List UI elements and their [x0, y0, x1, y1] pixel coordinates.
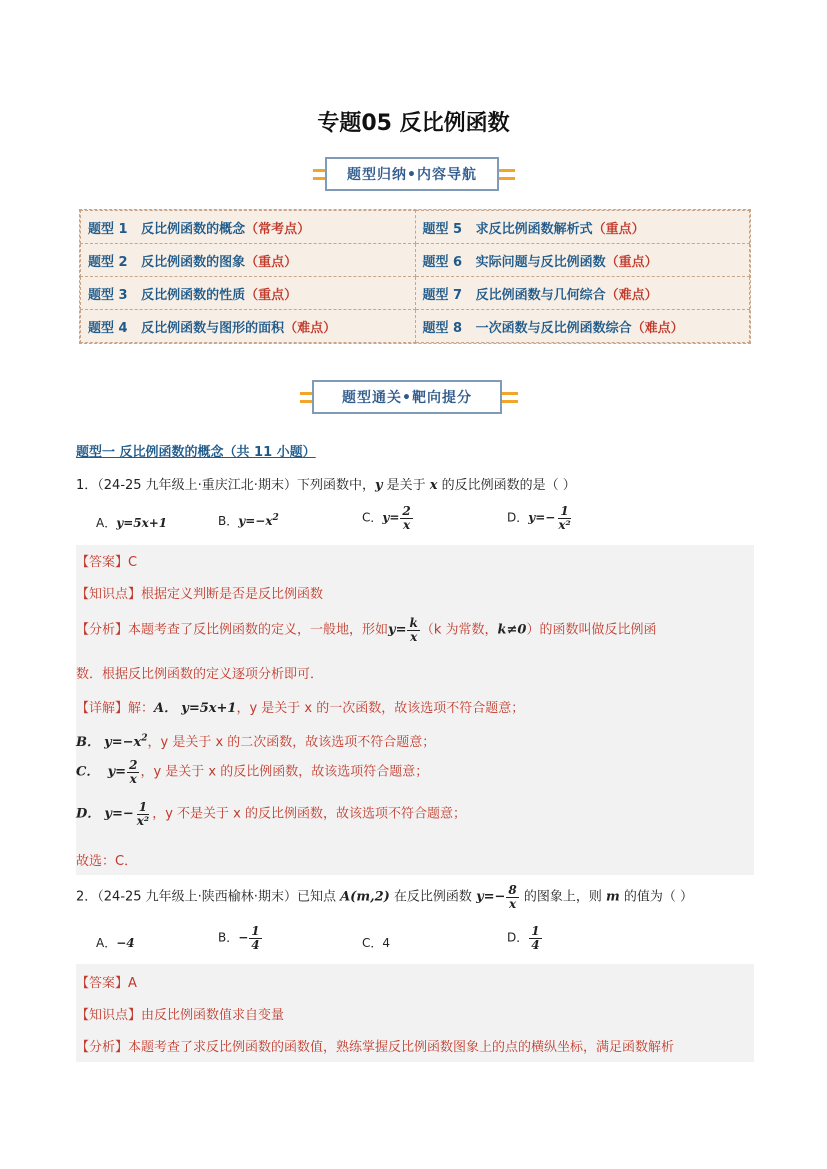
q2-answer: 【答案】A — [76, 976, 137, 991]
nav-banner-text: 题型归纳•内容导航 — [325, 157, 499, 191]
page-title: 专题05 反比例函数 — [317, 111, 510, 136]
q1-option-c[interactable]: C．y= $\frac{2}{x}$ — [362, 504, 411, 532]
section-heading: 题型一 反比例函数的概念（共 11 小题） — [76, 445, 316, 460]
q1-option-d[interactable]: D．y=− $\frac{1}{\text{x²}}$ — [507, 504, 571, 532]
nav-item-2[interactable]: 题型 2 反比例函数的图象（重点） — [81, 244, 416, 277]
q2-knowledge-point: 【知识点】由反比例函数值求自变量 — [76, 1008, 285, 1023]
practice-banner-text: 题型通关•靶向提分 — [312, 380, 502, 414]
q1-option-a[interactable]: A．y=5x+1 — [96, 516, 168, 530]
nav-banner — [313, 157, 513, 193]
nav-item-5[interactable]: 题型 5 求反比例函数解析式（重点） — [415, 211, 750, 244]
nav-item-4[interactable]: 题型 4 反比例函数与图形的面积（难点） — [81, 310, 416, 343]
q2-option-b[interactable]: B．− $\frac{1}{4}$ — [218, 924, 260, 952]
type-nav-table — [79, 209, 751, 344]
q1-detail-d: D． y=− $\frac{1}{\text{x²}}$ ，y 不是关于 x 的反比例函数，故该选项不符合题意； — [76, 800, 466, 828]
nav-item-8[interactable]: 题型 8 一次函数与反比例函数综合（难点） — [415, 310, 750, 343]
q1-detail-a: 【详解】解：A． y=5x+1，y 是关于 x 的一次函数，故该选项不符合题意； — [76, 701, 525, 716]
q2-answer-block — [76, 964, 754, 1062]
q1-detail-b: B． $y=-x^2$，y 是关于 x 的二次函数，故该选项不符合题意； — [76, 733, 436, 750]
q1-detail-c: C． y= $\frac{2}{x}$ ，y 是关于 x 的反比例函数，故该选项符合题意； — [76, 758, 429, 786]
q2-option-c[interactable]: C．4 — [362, 936, 391, 950]
nav-item-1[interactable]: 题型 1 反比例函数的概念（常考点） — [81, 211, 416, 244]
q2-option-a[interactable]: A．−4 — [96, 936, 135, 950]
q2-option-d[interactable]: D． $\frac{1}{4}$ — [507, 924, 540, 952]
q1-detail-end: 故选：C． — [76, 854, 138, 869]
question-2-stem: 2．（24-25 九年级上·陕西榆林·期末）已知点 A(m,2) 在反比例函数 y=− $\frac{8}{x}$ 的图象上，则 m 的值为（ ） — [76, 883, 694, 911]
q1-answer-block — [76, 545, 754, 875]
q1-option-b[interactable]: B．$y=-x^2$ — [218, 513, 279, 528]
nav-item-7[interactable]: 题型 7 反比例函数与几何综合（难点） — [415, 277, 750, 310]
question-1-stem: 1．（24-25 九年级上·重庆江北·期末）下列函数中，y 是关于 x 的反比例函数的是（ ） — [76, 478, 576, 493]
q2-analysis: 【分析】本题考查了求反比例函数的函数值，熟练掌握反比例函数图象上的点的横纵坐标，满足函数解析 — [76, 1040, 675, 1055]
nav-item-3[interactable]: 题型 3 反比例函数的性质（重点） — [81, 277, 416, 310]
q1-answer: 【答案】C — [76, 555, 138, 570]
q1-analysis-cont: 数．根据反比例函数的定义逐项分析即可． — [76, 667, 324, 682]
q1-analysis: 【分析】本题考查了反比例函数的定义，一般地，形如y= $\frac{k}{x}$ （k 为常数，k≠0）的函数叫做反比例函 — [76, 616, 657, 644]
nav-item-6[interactable]: 题型 6 实际问题与反比例函数（重点） — [415, 244, 750, 277]
practice-banner — [300, 380, 500, 416]
q1-knowledge-point: 【知识点】根据定义判断是否是反比例函数 — [76, 587, 324, 602]
